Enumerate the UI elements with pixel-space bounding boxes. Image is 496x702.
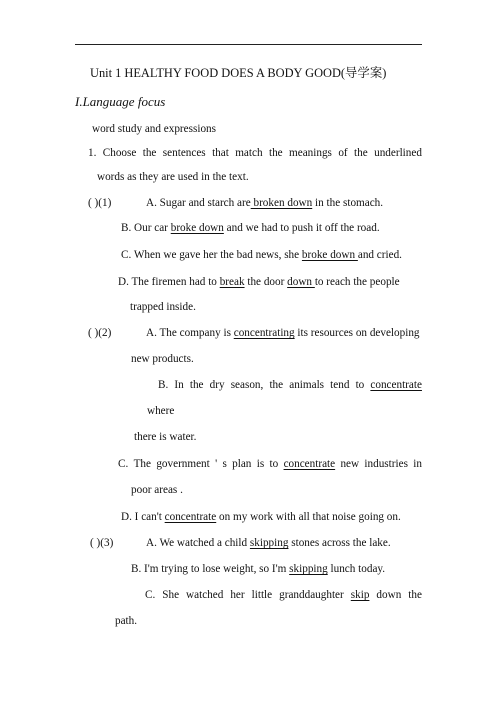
q1-option-a: A. Sugar and starch are broken down in the stomach. xyxy=(146,197,384,209)
q2-option-c: C. The government ' s plan is to concentrate new industries in xyxy=(118,458,422,470)
instruction-line-2: words as they are used in the text. xyxy=(97,171,249,183)
q3-option-c-cont: path. xyxy=(115,615,138,627)
q2-option-a: A. The company is concentrating its resources on developing xyxy=(146,327,420,339)
q1-option-d: D. The firemen had to break the door down to reach the people xyxy=(118,276,400,288)
q3-option-a: A. We watched a child skipping stones across the lake. xyxy=(146,537,391,549)
document-title: Unit 1 HEALTHY FOOD DOES A BODY GOOD(导学案) xyxy=(90,66,387,80)
q2-option-b-cont2: there is water. xyxy=(134,431,197,443)
word: meanings xyxy=(289,147,332,159)
answer-bracket-3: ( )(3) xyxy=(90,537,114,549)
section-heading: I.Language focus xyxy=(75,94,166,109)
word: underlined xyxy=(374,147,422,159)
word: Choose xyxy=(102,147,137,159)
q1-option-b: B. Our car broke down and we had to push it off the road. xyxy=(121,222,380,234)
instruction-line-1 xyxy=(88,146,422,160)
word: the xyxy=(354,147,368,159)
word: 1. xyxy=(88,147,97,159)
answer-bracket-2: ( )(2) xyxy=(88,327,112,339)
q2-option-c-cont: poor areas . xyxy=(131,484,183,496)
word: that xyxy=(212,147,229,159)
q2-option-b-cont: where xyxy=(147,405,175,417)
subsection-heading: word study and expressions xyxy=(92,123,216,135)
word: the xyxy=(268,147,283,159)
word: match xyxy=(235,147,263,159)
word: of xyxy=(338,147,348,159)
header-rule xyxy=(75,44,422,45)
answer-bracket-1: ( )(1) xyxy=(88,197,112,209)
q3-option-c: C. She watched her little granddaughter skip down the xyxy=(145,589,422,601)
word: sentences xyxy=(162,147,206,159)
q2-option-a-cont: new products. xyxy=(131,353,194,365)
word: the xyxy=(142,147,157,159)
q1-option-d-cont: trapped inside. xyxy=(130,301,196,313)
q1-option-c: C. When we gave her the bad news, she broke down and cried. xyxy=(121,249,402,261)
q2-option-b: B. In the dry season, the animals tend to concentrate xyxy=(158,379,422,391)
q3-option-b: B. I'm trying to lose weight, so I'm skipping lunch today. xyxy=(131,563,386,575)
q2-option-d: D. I can't concentrate on my work with all that noise going on. xyxy=(121,511,401,523)
